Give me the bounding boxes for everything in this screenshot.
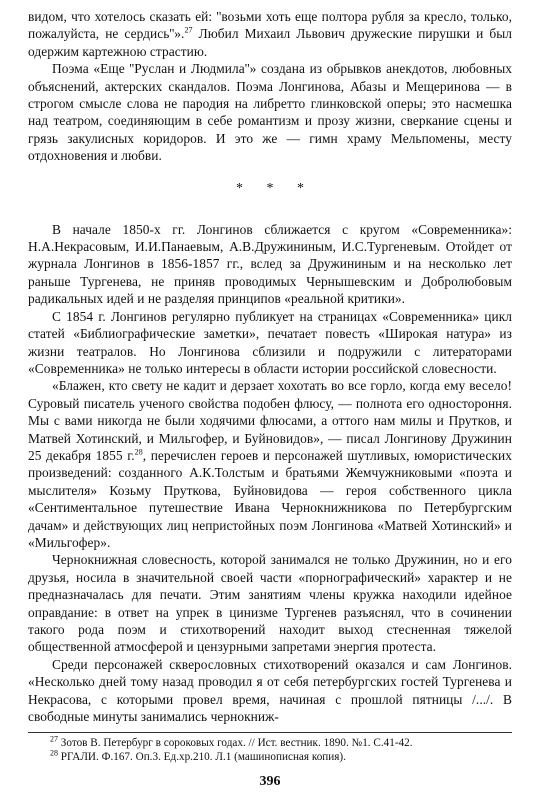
paragraph-poem-ruslan: Поэма «Еще ''Руслан и Людмила''» создана из обрывков анекдотов, любовных объяснений, актерских скандалов. Поэма Лонгинова, Абазы и Мещеринова — в строгом смысле слова не пародия на либретто глинковской оперы; это насмешка над театром, соединяющим в себе романтизм и прозу жизни, сверкание сцены и грязь закулисных коридоров. И это же — гимн храму Мельпомены, месту отдохновения и любви. xyxy=(28,61,512,164)
paragraph-longinov-character: Среди персонажей скверословных стихотворений оказался и сам Лонгинов. «Несколько дней тому назад проводил я от себя петербургских гостей Тургенева и Некрасова, с которыми провел время, начиная с прошлой пятницы /.../. В свободные минуты занимались чернокниж- xyxy=(28,656,512,725)
paragraph-sovremennik: В начале 1850-х гг. Лонгинов сближается с кругом «Современника»: Н.А.Некрасовым, И.И.Панаевым, А.В.Дружининым, И.С.Тургеневым. Отойдет от журнала Лонгинов в 1856-1857 гг., вслед за Дружининым и на несколько лет раньше Тургенева, не приняв проводимых Чернышевским и Добролюбовым радикальных идей и не разделяя принципов «реальной критики». xyxy=(28,221,512,307)
footnotes xyxy=(28,732,512,764)
paragraph-quote xyxy=(28,377,512,551)
page-number: 396 xyxy=(259,774,281,789)
footnote-number: 27 xyxy=(50,734,58,744)
footnote-text: РГАЛИ. Ф.167. Оп.3. Ед.хр.210. Л.1 (машинописная копия). xyxy=(58,751,346,763)
quote-text-start: «Блажен, кто свету не кадит и дерзает хохотать во все горло, когда ему весело! Суровый писатель ученого свойства подобен флюсу, — полнота его одностороння. Мы с вами никогда не были ходячими флюсами, а оттого нам милы и Прутков, и Матвей Хотинский, и Мильгофер, и Буйновидов», — писал Лонгинову Дружинин 25 декабря 1855 г. xyxy=(28,378,512,463)
footnote-ref-27: 27 xyxy=(184,25,193,35)
quote-text-end: , перечислен героев и персонажей шутливых, юмористических произведений: созданного А.К.Толстым и братьями Жемчужниковыми «поэта и мыслителя» Козьму Пруткова, Буйновидова — героя собственного цикла «Сентиментальное путешествие Ивана Чернокнижникова по Петербургским дачам» и действующих лиц непристойных поэм Лонгинова «Матвей Хотинский» и «Мильгофер». xyxy=(28,447,512,550)
footnote-number: 28 xyxy=(50,748,58,758)
section-separator: * * * xyxy=(236,180,314,196)
text-column xyxy=(28,8,512,725)
paragraph-text-tail: Любил Михаил Львович дружеские пирушки и был одержим картежною страстию. xyxy=(28,26,512,59)
footnote-27 xyxy=(28,736,512,750)
footnote-text: Зотов В. Петербург в сороковых годах. // Ист. вестник. 1890. №1. С.41-42. xyxy=(58,737,413,749)
footnote-28 xyxy=(28,750,512,764)
paragraph-continued xyxy=(28,8,512,60)
footnote-ref-28: 28 xyxy=(134,447,143,457)
paragraph-1854: С 1854 г. Лонгинов регулярно публикует на страницах «Современника» цикл статей «Библиографические заметки», печатает повесть «Широкая натура» из жизни театралов. Но Лонгинова сблизили и подружили с литераторами «Современника» не только интересы в области истории российской словесности. xyxy=(28,308,512,376)
paragraph-chernoknizhnaya: Чернокнижная словесность, которой занимался не только Дружинин, но и его друзья, носила в значительной своей части «порнографический» характер и не предназначалась для печати. Этим занятиям члены кружка находили идейное оправдание: в ответ на упрек в цинизме Тургенев разъяснял, что в сочинении такого рода поэм и стихотворений находит выход стесненная тяжелой общественной атмосферой и цензурными запретами энергия протеста. xyxy=(28,552,512,655)
paragraph-text: видом, что хотелось сказать ей: ''возьми хоть еще полтора рубля за кресло, только, пожалуйста, не сердись''». xyxy=(28,9,512,42)
